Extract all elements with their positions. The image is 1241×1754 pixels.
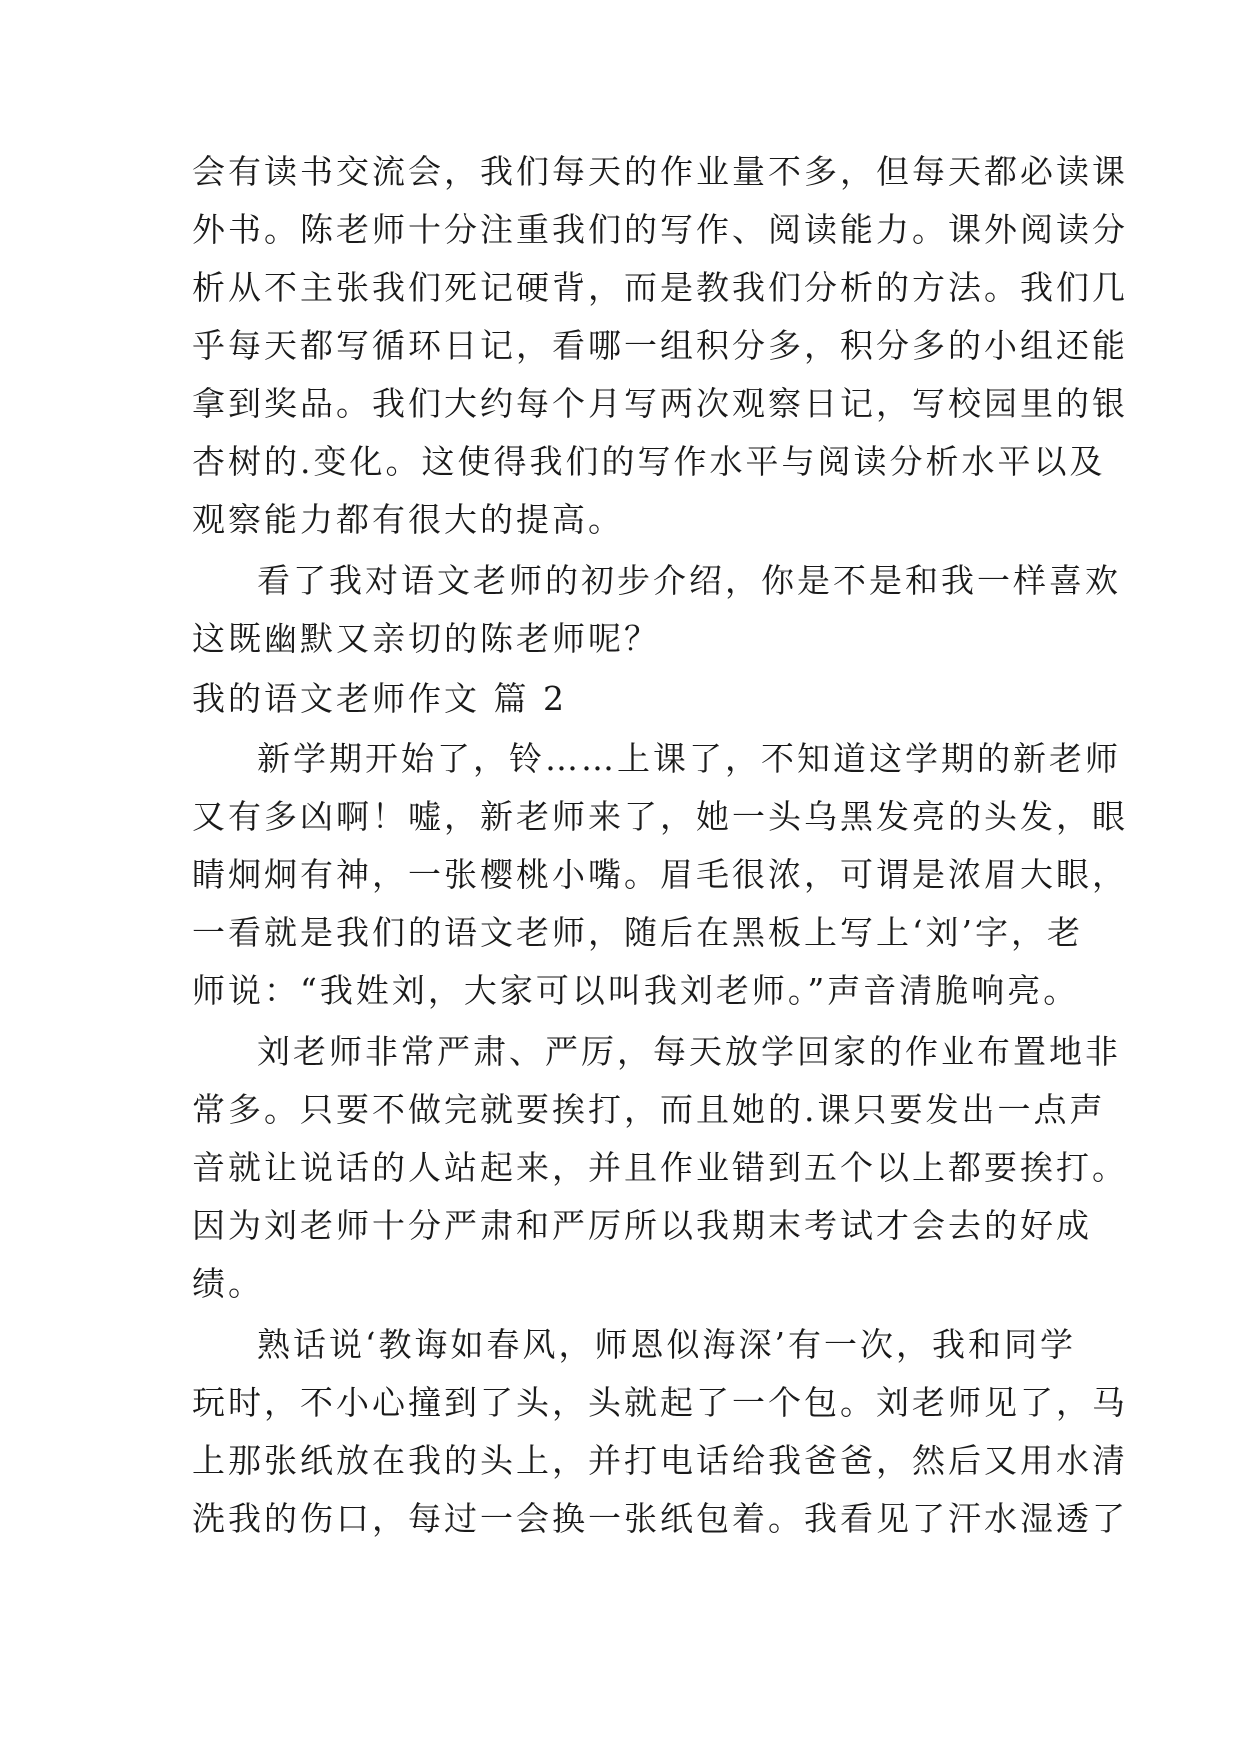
text-line: 熟话说‘教诲如春风，师恩似海深’有一次，我和同学 [257, 1325, 1076, 1364]
text-line: 新学期开始了，铃……上课了，不知道这学期的新老师 [257, 739, 1121, 778]
text-line: 音就让说话的人站起来，并且作业错到五个以上都要挨打。 [192, 1148, 1128, 1187]
text-line: 乎每天都写循环日记，看哪一组积分多，积分多的小组还能 [192, 326, 1128, 365]
text-line: 析从不主张我们死记硬背，而是教我们分析的方法。我们几 [192, 268, 1128, 307]
text-line: 一看就是我们的语文老师，随后在黑板上写上‘刘’字，老 [192, 913, 1083, 952]
text-line: 杏树的.变化。这使得我们的写作水平与阅读分析水平以及 [192, 442, 1106, 481]
text-line: 玩时，不小心撞到了头，头就起了一个包。刘老师见了，马 [192, 1383, 1128, 1422]
text-line: 刘老师非常严肃、严厉，每天放学回家的作业布置地非 [257, 1032, 1121, 1071]
text-line: 看了我对语文老师的初步介绍，你是不是和我一样喜欢 [257, 561, 1121, 600]
text-line: 又有多凶啊！嘘，新老师来了，她一头乌黑发亮的头发，眼 [192, 797, 1128, 836]
text-line: 会有读书交流会，我们每天的作业量不多，但每天都必读课 [192, 152, 1128, 191]
section-heading: 我的语文老师作文 篇 2 [192, 679, 567, 718]
text-line: 外书。陈老师十分注重我们的写作、阅读能力。课外阅读分 [192, 210, 1128, 249]
text-line: 睛炯炯有神，一张樱桃小嘴。眉毛很浓，可谓是浓眉大眼， [192, 855, 1128, 894]
text-line: 因为刘老师十分严肃和严厉所以我期末考试才会去的好成 [192, 1206, 1092, 1245]
text-line: 师说：“我姓刘，大家可以叫我刘老师。”声音清脆响亮。 [192, 971, 1080, 1010]
text-line: 洗我的伤口，每过一会换一张纸包着。我看见了汗水湿透了 [192, 1499, 1128, 1538]
text-line: 绩。 [192, 1264, 264, 1303]
text-line: 观察能力都有很大的提高。 [192, 500, 624, 539]
text-line: 拿到奖品。我们大约每个月写两次观察日记，写校园里的银 [192, 384, 1128, 423]
text-line: 上那张纸放在我的头上，并打电话给我爸爸，然后又用水清 [192, 1441, 1128, 1480]
text-line: 这既幽默又亲切的陈老师呢？ [192, 619, 660, 658]
text-line: 常多。只要不做完就要挨打，而且她的.课只要发出一点声 [192, 1090, 1106, 1129]
